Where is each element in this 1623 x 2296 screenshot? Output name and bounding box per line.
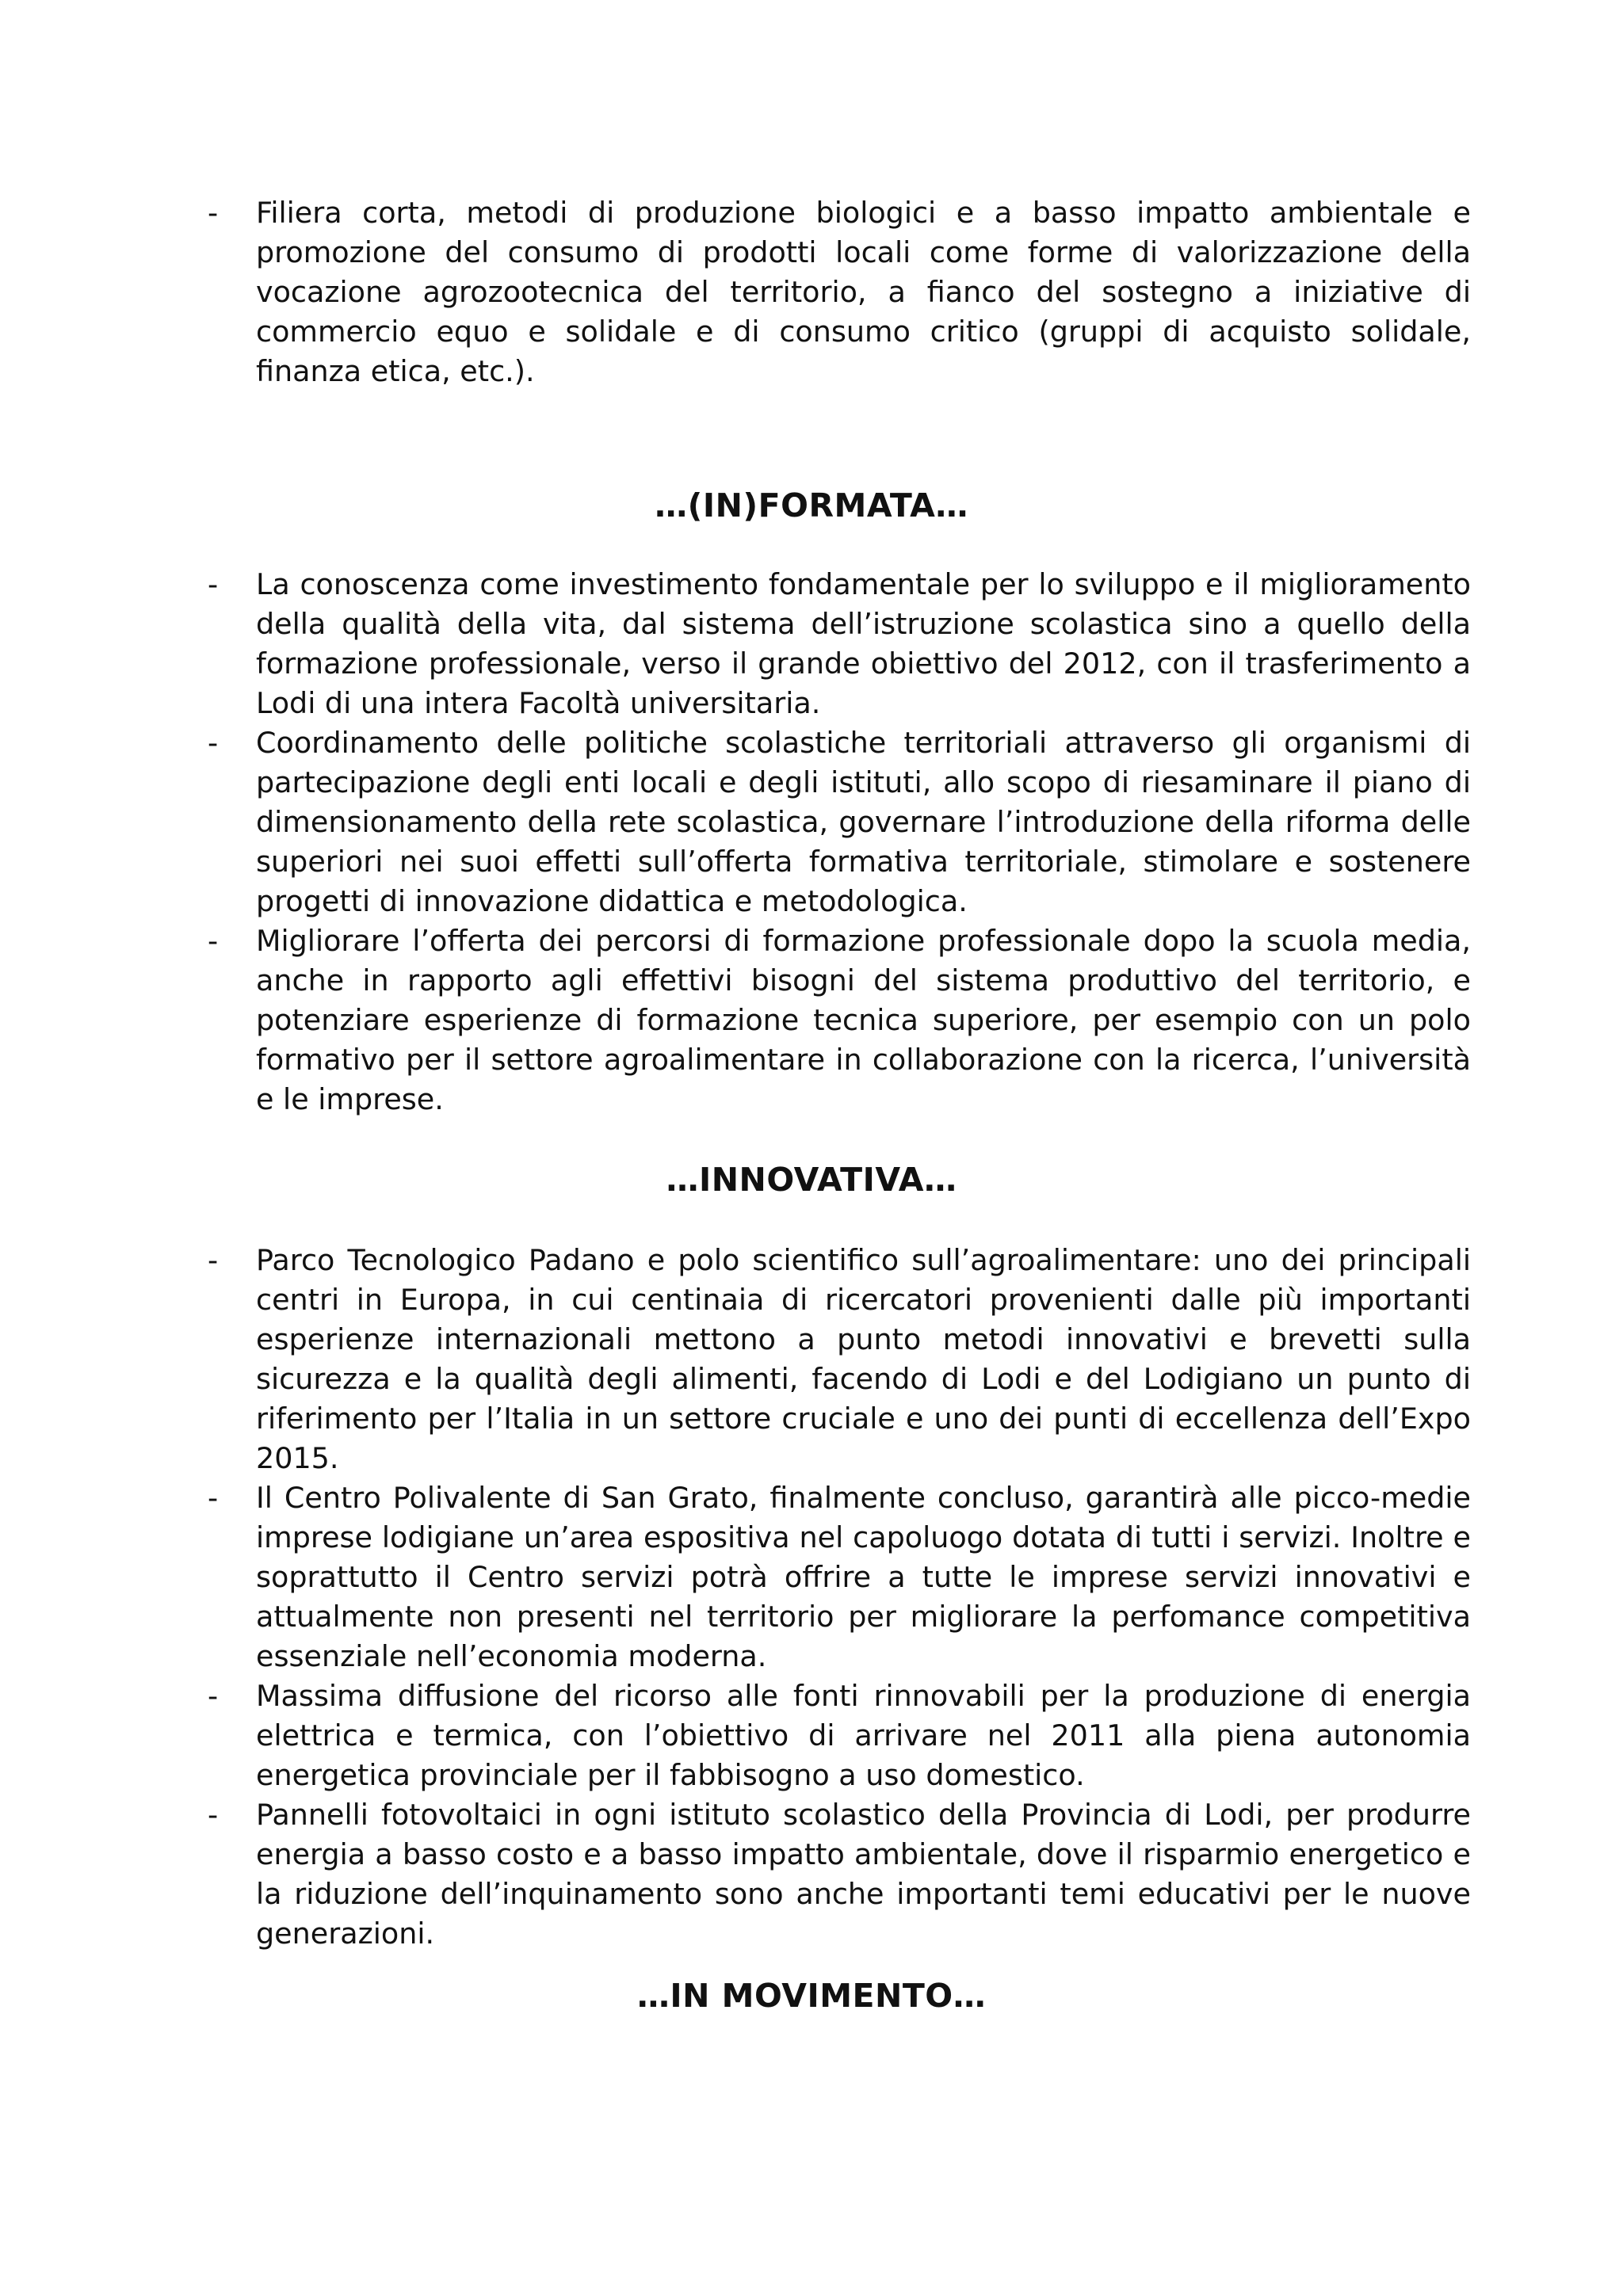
list-item-text: Parco Tecnologico Padano e polo scientifico sull’agroalimentare: uno dei principali centri in Europa, in cui centinaia di ricercatori provenienti dalle più importanti esperienze internazionali mettono a punto metodi innovativi e brevetti sulla sicurezza e la qualità degli alimenti, facendo di Lodi e del Lodigiano un punto di riferimento per l’Italia in un settore cruciale e uno dei punti di eccellenza dell’Expo 2015. <box>256 1243 1471 1475</box>
list-item <box>0 921 1471 1119</box>
section-innovativa <box>0 1241 1623 1954</box>
dash-bullet: - <box>208 1679 219 1713</box>
dash-bullet: - <box>208 726 219 760</box>
dash-bullet: - <box>208 924 219 958</box>
list-item <box>0 1795 1471 1954</box>
dash-bullet: - <box>208 196 219 230</box>
list-item <box>0 1478 1471 1676</box>
section-heading-movimento: …IN MOVIMENTO… <box>636 1977 987 2015</box>
dash-bullet: - <box>208 567 219 601</box>
list-item-text: Il Centro Polivalente di San Grato, finalmente concluso, garantirà alle picco-medie imprese lodigiane un’area espositiva nel capoluogo dotata di tutti i servizi. Inoltre e soprattutto il Centro servizi potrà offrire a tutte le imprese servizi innovativi e attualmente non presenti nel territorio per migliorare la perfomance competitiva essenziale nell’economia moderna. <box>256 1481 1471 1673</box>
bullet-list-informata <box>0 565 1623 1119</box>
dash-bullet: - <box>208 1243 219 1277</box>
bullet-list-innovativa <box>0 1241 1623 1954</box>
dash-bullet: - <box>208 1798 219 1832</box>
list-item-text: Pannelli fotovoltaici in ogni istituto scolastico della Provincia di Lodi, per produrre energia a basso costo e a basso impatto ambientale, dove il risparmio energetico e la riduzione dell’inquinamento sono anche importanti temi educativi per le nuove generazioni. <box>256 1798 1471 1951</box>
list-item <box>0 1676 1471 1795</box>
dash-bullet: - <box>208 1481 219 1515</box>
section-top <box>0 193 1623 391</box>
list-item-text: Filiera corta, metodi di produzione biologici e a basso impatto ambientale e promozione del consumo di prodotti locali come forme di valorizzazione della vocazione agrozootecnica del territorio, a fianco del sostegno a iniziative di commercio equo e solidale e di consumo critico (gruppi di acquisto solidale, finanza etica, etc.). <box>256 196 1471 388</box>
section-informata <box>0 565 1623 1119</box>
list-item <box>0 565 1471 723</box>
list-item-text: Coordinamento delle politiche scolastiche territoriali attraverso gli organismi di partecipazione degli enti locali e degli istituti, allo scopo di riesaminare il piano di dimensionamento della rete scolastica, governare l’introduzione della riforma delle superiori nei suoi effetti sull’offerta formativa territoriale, stimolare e sostenere progetti di innovazione didattica e metodologica. <box>256 726 1471 918</box>
section-heading-informata: …(IN)FORMATA… <box>655 486 968 524</box>
section-heading-innovativa: …INNOVATIVA… <box>666 1161 957 1199</box>
list-item-text: Massima diffusione del ricorso alle fonti rinnovabili per la produzione di energia elettrica e termica, con l’obiettivo di arrivare nel 2011 alla piena autonomia energetica provinciale per il fabbisogno a uso domestico. <box>256 1679 1471 1792</box>
bullet-list-top <box>0 193 1623 391</box>
list-item <box>0 1241 1471 1478</box>
list-item-text: La conoscenza come investimento fondamentale per lo sviluppo e il miglioramento della qualità della vita, dal sistema dell’istruzione scolastica sino a quello della formazione professionale, verso il grande obiettivo del 2012, con il trasferimento a Lodi di una intera Facoltà universitaria. <box>256 567 1471 720</box>
list-item-text: Migliorare l’offerta dei percorsi di formazione professionale dopo la scuola media, anche in rapporto agli effettivi bisogni del sistema produttivo del territorio, e potenziare esperienze di formazione tecnica superiore, per esempio con un polo formativo per il settore agroalimentare in collaborazione con la ricerca, l’università e le imprese. <box>256 924 1471 1116</box>
list-item <box>0 723 1471 921</box>
list-item <box>0 193 1471 391</box>
